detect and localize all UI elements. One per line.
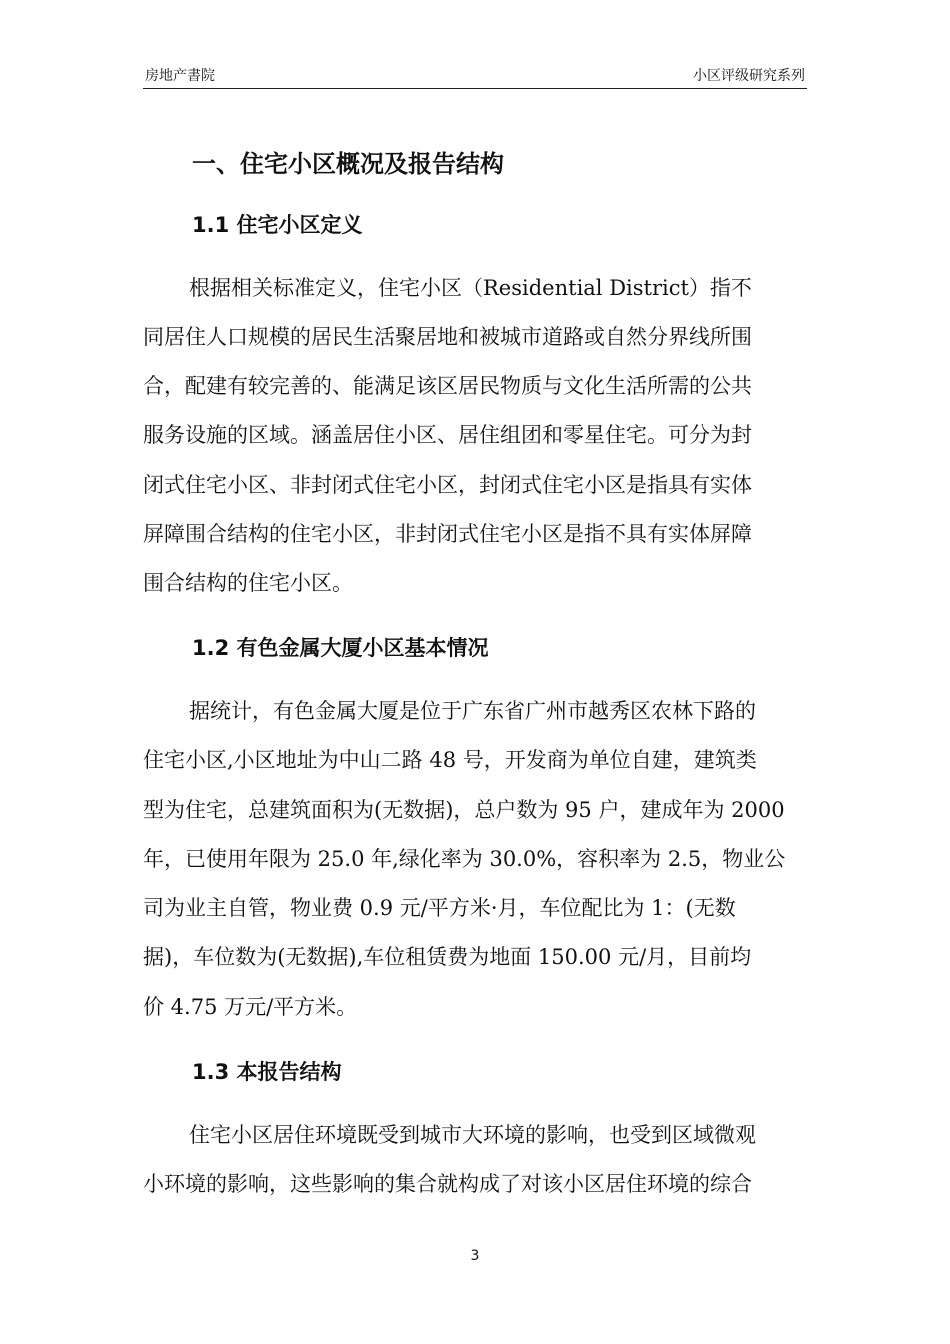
paragraph-line: 合，配建有较完善的、能满足该区居民物质与文化生活所需的公共	[143, 374, 752, 398]
section-1-3-title: 1.3 本报告结构	[192, 1060, 342, 1084]
paragraph-line: 小环境的影响，这些影响的集合就构成了对该小区居住环境的综合	[143, 1172, 752, 1196]
page-number: 3	[470, 1248, 480, 1264]
paragraph-line: 住宅小区居住环境既受到城市大环境的影响，也受到区域微观	[189, 1123, 756, 1147]
paragraph-line: 同居住人口规模的居民生活聚居地和被城市道路或自然分界线所围	[143, 325, 752, 349]
header-publisher: 房地产書院	[145, 68, 215, 84]
paragraph-line: 型为住宅，总建筑面积为(无数据)，总户数为 95 户，建成年为 2000	[143, 798, 785, 822]
header-series: 小区评级研究系列	[693, 68, 805, 84]
page-header	[143, 66, 807, 89]
paragraph-line: 据统计，有色金属大厦是位于广东省广州市越秀区农林下路的	[189, 699, 756, 723]
section-1-2-title: 1.2 有色金属大厦小区基本情况	[192, 636, 489, 660]
paragraph-line: 司为业主自管，物业费 0.9 元/平方米·月，车位配比为 1：(无数	[143, 896, 736, 920]
paragraph-line: 住宅小区,小区地址为中山二路 48 号，开发商为单位自建，建筑类	[143, 748, 757, 772]
chapter-heading: 一、住宅小区概况及报告结构	[192, 150, 504, 178]
section-1-1-title: 1.1 住宅小区定义	[192, 213, 363, 237]
paragraph-line: 价 4.75 万元/平方米。	[143, 995, 358, 1019]
paragraph-line: 屏障围合结构的住宅小区，非封闭式住宅小区是指不具有实体屏障	[143, 522, 752, 546]
paragraph-line: 年，已使用年限为 25.0 年,绿化率为 30.0%，容积率为 2.5，物业公	[143, 847, 786, 871]
paragraph-line: 围合结构的住宅小区。	[143, 571, 353, 595]
paragraph-line: 根据相关标准定义，住宅小区（Residential District）指不	[189, 276, 752, 300]
paragraph-line: 服务设施的区域。涵盖居住小区、居住组团和零星住宅。可分为封	[143, 423, 752, 447]
paragraph-line: 闭式住宅小区、非封闭式住宅小区，封闭式住宅小区是指具有实体	[143, 473, 752, 497]
paragraph-line: 据)，车位数为(无数据),车位租赁费为地面 150.00 元/月，目前均	[143, 945, 752, 969]
